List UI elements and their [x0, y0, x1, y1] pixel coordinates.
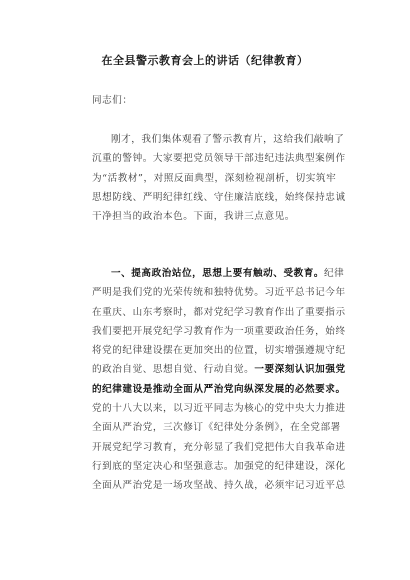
- paragraph-line-text: 刚才，我们集体观看了警示教育片，这给我们敲响了: [111, 134, 345, 145]
- paragraph-line: 思想防线、严明纪律红线、守住廉洁底线，始终保持忠诚: [92, 191, 346, 203]
- paragraph-line: 沉重的警钟。大家要把党员领导干部违纪违法典型案例作: [92, 153, 346, 165]
- paragraph-line: 为“活教材”，对照反面典型，深刻检视剖析，切实筑牢: [92, 172, 337, 184]
- paragraph-line: 全面从严治党，三次修订《纪律处分条例》，在全党部署: [92, 422, 341, 434]
- emphasis-line: 的纪律建设是推动全面从严治党向纵深发展的必然要求。: [92, 383, 346, 395]
- salutation: 同志们：: [92, 95, 133, 106]
- paragraph-line-text: 纪律: [324, 268, 345, 279]
- paragraph-line: 干净担当的政治本色。下面，我讲三点意见。: [92, 211, 295, 223]
- section-heading: 一、提高政治站位，思想上要有触动、受教育。: [111, 268, 325, 279]
- paragraph-line: [92, 360, 346, 379]
- paragraph-line: 我们要把开展党纪学习教育作为一项重要政治任务，始终: [92, 325, 346, 337]
- paragraph-line: 严明是我们党的光荣传统和独特优势。习近平总书记今年: [92, 287, 346, 299]
- paragraph-line: 党的十八大以来，以习近平同志为核心的党中央大力推进: [92, 403, 346, 415]
- paragraph-line: 全面从严治党是一场攻坚战、持久战，必须牢记习近平总: [92, 480, 346, 492]
- emphasis-text: 一要深刻认识加强党: [254, 364, 346, 376]
- document-title: 在全县警示教育会上的讲话（纪律教育）: [101, 54, 309, 67]
- paragraph-opening: [92, 130, 346, 226]
- paragraph-line: [92, 264, 345, 283]
- paragraph-line: 开展党纪学习教育，充分彰显了我们党把伟大自我革命进: [92, 441, 346, 453]
- paragraph-line: [92, 130, 345, 149]
- paragraph-line: 将党的纪律建设摆在更加突出的位置，切实增强遵规守纪: [92, 345, 346, 357]
- paragraph-line: 在重庆、山东考察时，都对党纪学习教育作出了重要指示: [92, 306, 346, 318]
- paragraph-line-text: 的政治自觉、思想自觉、行动自觉。: [92, 364, 255, 376]
- paragraph-line: 行到底的坚定决心和坚强意志。加强党的纪律建设，深化: [92, 460, 346, 472]
- paragraph-section-one: [92, 264, 346, 496]
